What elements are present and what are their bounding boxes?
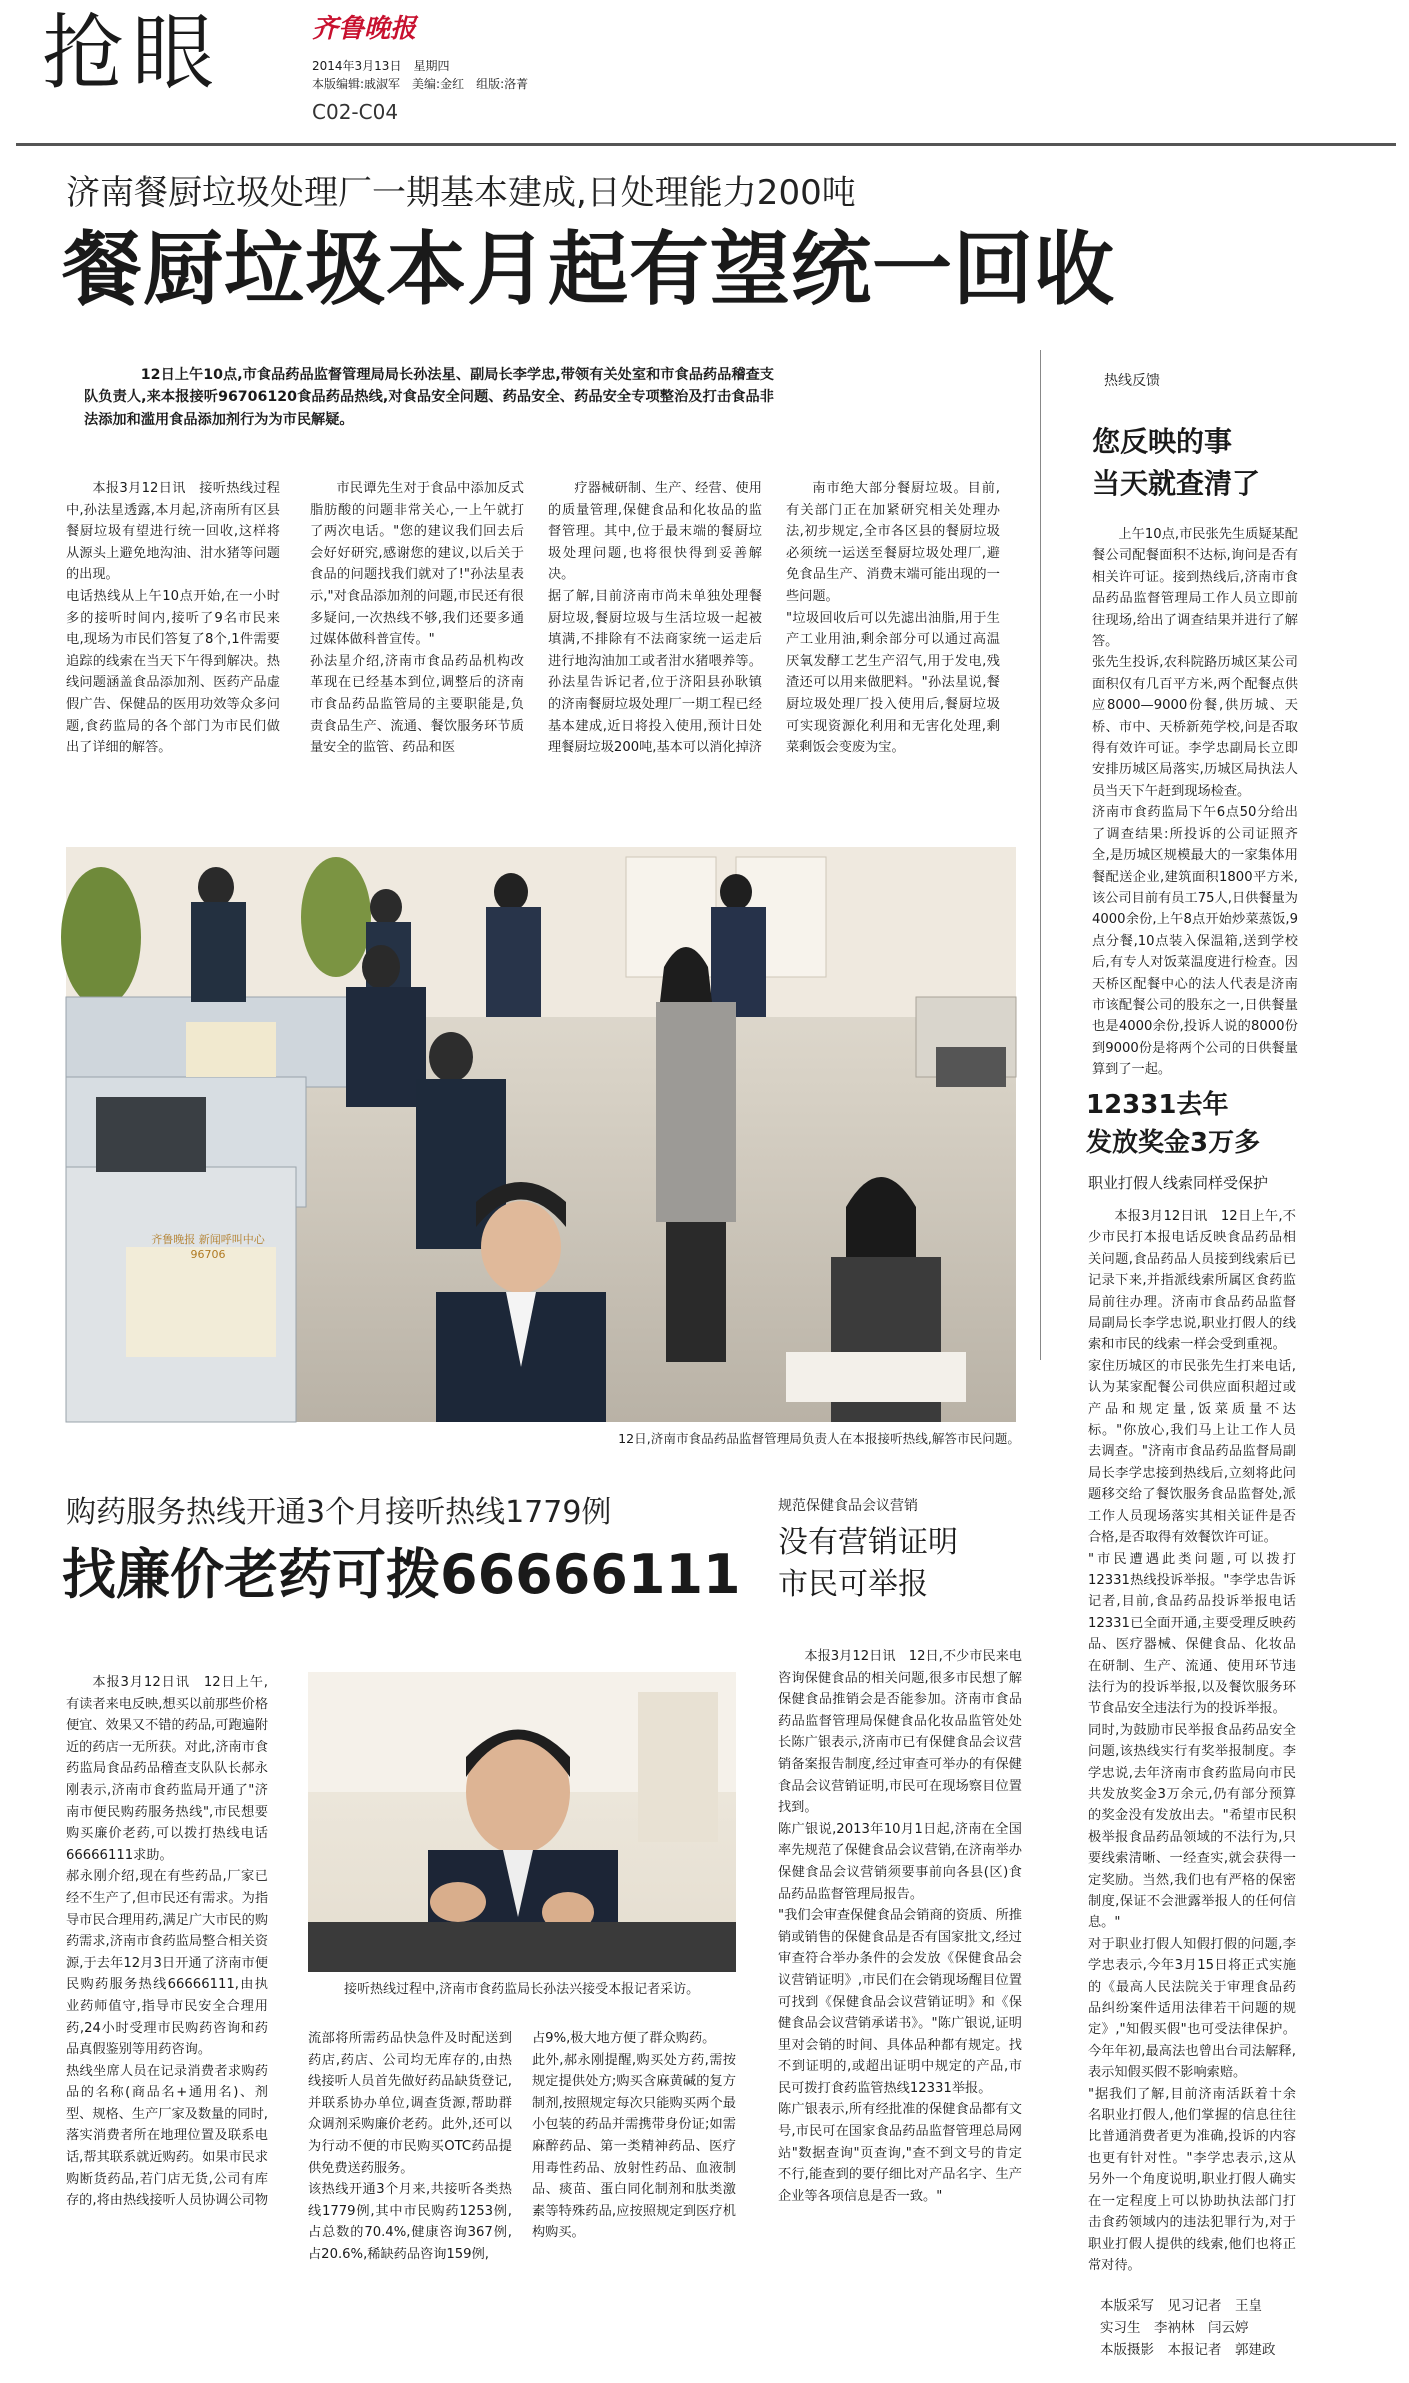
bottom-mid-column-b [532,2028,736,2360]
bottom-mid-text-b: 占9%,极大地方便了群众购药。 此外,郝永刚提醒,购买处方药,需按规定提供处方;购买含麻黄碱的复方制剂,按照规定每次只能购买两个最小包装的药品并需携带身份证;如需麻醉药品、第一类精神药品、医疗用毒性药品、放射性药品、血液制品、痰苗、蛋白同化制剂和肽类激素等特殊药品,应按照规定到医疗机构购买。 [532,2031,736,2241]
main-column-3-text: 疗器械研制、生产、经营、使用的质量管理,保健食品和化妆品的监督管理。其中,位于最末端的餐厨垃圾处理问题,也将很快得到妥善解决。 据了解,目前济南市尚未单独处理餐厨垃圾,餐厨垃圾与生活垃圾一起被填满,不排除有不法商家统一运走后进行地沟油加工或者泔水猪喂养等。孙法星告诉记者,位于济阳县孙耿镇的济南餐厨垃圾处理厂一期工程已经基本建成,近日将投入使用,预计日处理餐厨垃圾200吨,基本可以消化掉济 [548,481,762,756]
sidebar-story2-headline-1: 12331去年 [1086,1090,1229,1120]
main-column-1 [66,478,280,850]
sidebar-story1-text: 上午10点,市民张先生质疑某配餐公司配餐面积不达标,询问是否有相关许可证。接到热线后,济南市食品药品监督管理局工作人员立即前往现场,给出了调查结果并进行了解答。 张先生投诉,农科院路历城区某公司面积仅有几百平方米,两个配餐点供应8000—9000份餐,供历城、天桥、市中、天桥新苑学校,问是否取得有效许可证。李学忠副局长立即安排历城区局落实,历城区局执法人员当天下午赶到现场检查。 济南市食药监局下午6点50分给出了调查结果:所投诉的公司证照齐全,是历城区规模最大的一家集体用餐配送企业,建筑面积1800平方米,该公司目前有员工75人,日供餐量为4000余份,上午8点开始炒菜蒸饭,9点分餐,10点装入保温箱,送到学校后,有专人对饭菜温度进行检查。因天桥区配餐中心的法人代表是济南市该配餐公司的股东之一,日供餐量也是4000余份,投诉人说的8000份到9000份是将两个公司的日供餐量算到了一起。 [1092,527,1298,1078]
bottom-left-column [66,1672,268,2360]
bottom-side-column [778,1646,1022,2360]
page-range: C02-C04 [312,100,399,124]
credits-line-2: 实习生 李衲林 闫云婷 [1100,2320,1249,2336]
main-column-2-text: 市民谭先生对于食品中添加反式脂肪酸的问题非常关心,一上午就打了两次电话。"您的建议我们回去后会好好研究,感谢您的建议,以后关于食品的问题找我们就对了!"孙法星表示,"对食品添加剂的问题,市民还有很多疑问,一次热线不够,我们还要多通过媒体做科普宣传。" 孙法星介绍,济南市食品药品机构改革现在已经基本到位,调整后的济南市食品药品监管局的主要职能是,负责食品生产、流通、餐饮服务环节质量安全的监管、药品和医 [310,481,524,756]
sidebar-story2-subhead: 职业打假人线索同样受保护 [1088,1174,1269,1192]
bottom-left-text: 本报3月12日讯 12日上午,有读者来电反映,想买以前那些价格便宜、效果又不错的药品,可跑遍附近的药店一无所获。对此,济南市食药监局食品药品稽查支队队长郝永刚表示,济南市食药监局开通了"济南市便民购药服务热线",市民想要购买廉价老药,可以拨打热线电话66666111求助。 郝永刚介绍,现在有些药品,厂家已经不生产了,但市民还有需求。为指导市民合理用药,满足广大市民的购药需求,济南市食药监局整合相关资源,于去年12月3日开通了济南市便民购药服务热线66666111,由执业药师值守,指导市民安全合理用药,24小时受理市民购药咨询和药品真假鉴别等用药咨询。 热线坐席人员在记录消费者求购药品的名称(商品名+通用名)、剂型、规格、生产厂家及数量的同时,落实消费者所在地理位置及联系电话,帮其联系就近购药。如果市民求购断货药品,若门店无货,公司有库存的,将由热线接听人员协调公司物 [66,1675,269,2209]
main-lead: 12日上午10点,市食品药品监督管理局局长孙法星、副局长李学忠,带领有关处室和市食品药品稽查支队负责人,来本报接听96706120食品药品热线,对食品安全问题、药品安全、药品安全专项整治及打击食品非法添加和滥用食品添加剂行为为市民解疑。 [84,367,774,428]
sidebar-story1-headline-1: 您反映的事 [1092,425,1233,458]
bottom-headline: 找廉价老药可拨66666111 [62,1543,741,1606]
main-column-4 [786,478,1000,850]
sidebar-label: 热线反馈 [1100,371,1164,391]
bottom-mid-column-a [308,2028,512,2360]
sidebar-story1-headline-2: 当天就查清了 [1092,467,1261,500]
main-headline: 餐厨垃圾本月起有望统一回收 [62,223,1115,316]
main-column-4-text: 南市绝大部分餐厨垃圾。目前,有关部门正在加紧研究相关处理办法,初步规定,全市各区县的餐厨垃圾必须统一运送至餐厨垃圾处理厂,避免食品生产、消费末端可能出现的一些问题。 "垃圾回收后可以先滤出油脂,用于生产工业用油,剩余部分可以通过高温厌氧发酵工艺生产沼气,用于发电,残渣还可以用来做肥料。"孙法星说,餐厨垃圾处理厂投入使用后,餐厨垃圾可实现资源化利用和无害化处理,剩菜剩饭会变废为宝。 [786,481,1000,756]
header-rule [16,143,1396,146]
sidebar-story2-text: 本报3月12日讯 12日上午,不少市民打本报电话反映食品药品相关问题,食品药品人员接到线索后已记录下来,并指派线索所属区食药监局前往办理。济南市食品药品监督局副局长李学忠说,职业打假人的线索和市民的线索一样会受到重视。 家住历城区的市民张先生打来电话,认为某家配餐公司供应面积超过或产品和规定量,饭菜质量不达标。"你放心,我们马上让工作人员去调查。"济南市食品药品监督局副局长李学忠接到热线后,立刻将此问题移交给了餐饮服务食品监督处,派工作人员现场落实其相关证件是否合格,是否取得有效餐饮许可证。 "市民遭遇此类问题,可以拨打12331热线投诉举报。"李学忠告诉记者,目前,食品药品投诉举报电话12331已全面开通,主要受理反映药品、医疗器械、保健食品、化妆品在研制、生产、流通、使用环节违法行为的投诉举报,以及餐饮服务环节食品安全违法行为的投诉举报。 同时,为鼓励市民举报食品药品安全问题,该热线实行有奖举报制度。李学忠说,去年济南市食药监局向市民共发放奖金3万余元,仍有部分预算的奖金没有发放出去。"希望市民积极举报食品药品领域的不法行为,只要线索清晰、一经查实,就会获得一定奖励。当然,我们也有严格的保密制度,保证不会泄露举报人的任何信息。" 对于职业打假人知假打假的问题,李学忠表示,今年3月15日将正式实施的《最高人民法院关于审理食品药品纠纷案件适用法律若干问题的规定》,"知假买假"也可受法律保护。今年年初,最高法也曾出台司法解释,表示知假买假不影响索赔。 "据我们了解,目前济南活跃着十余名职业打假人,他们掌握的信息往往比普通消费者更为准确,投诉的内容也更有针对性。"李学忠表示,这从另外一个角度说明,职业打假人确实在一定程度上可以协助执法部门打击食药领域内的违法犯罪行为,对于职业打假人提供的线索,他们也将正常对待。 [1088,1209,1296,2273]
main-column-1-text: 本报3月12日讯 接听热线过程中,孙法星透露,本月起,济南所有区县餐厨垃圾有望进行统一回收,这样将从源头上避免地沟油、泔水猪等问题的出现。 电话热线从上午10点开始,在一小时多的接听时间内,接听了9名市民来电,现场为市民们答复了8个,1件需要追踪的线索在当天下午得到解决。热线问题涵盖食品添加剂、医药产品虚假广告、保健品的医用功效等众多问题,食药监局的各个部门为市民们做出了详细的解答。 [66,481,280,756]
photo-caption: 12日,济南市食品药品监督管理局负责人在本报接听热线,解答市民问题。 [618,1431,1020,1446]
interview-photo-scene [308,1672,736,1972]
issue-date: 2014年3月13日 星期四 [312,59,450,73]
sidebar-story2-headline-2: 发放奖金3万多 [1086,1128,1261,1158]
credits-line-1: 本版采写 见习记者 王皇 [1100,2298,1262,2314]
section-title: 抢眼 [42,6,223,101]
interview-photo [308,1672,736,1972]
sidebar-divider [1040,350,1041,1360]
hotline-sign: 齐鲁晚报 新闻呼叫中心 96706 [151,1233,265,1261]
editor-credits: 本版编辑:戚淑军 美编:金红 组版:洛菁 [312,77,529,91]
bottom-side-headline-1: 没有营销证明 [778,1525,958,1560]
main-column-3 [548,478,762,850]
paper-logo: 齐鲁晚报 [312,14,417,44]
sidebar-story2-body [1088,1206,1296,2290]
bottom-side-headline-2: 市民可举报 [778,1567,928,1602]
bottom-mid-text-a: 流部将所需药品快急件及时配送到药店,药店、公司均无库存的,由热线接听人员首先做好药品缺货登记,并联系协办单位,调查货源,帮助群众调剂采购廉价老药。此外,还可以为行动不便的市民购买OTC药品提供免费送药服务。 该热线开通3个月来,共接听各类热线1779例,其中市民购药1253例,占总数的70.4%,健康咨询367例,占20.6%,稀缺药品咨询159例, [308,2031,512,2262]
bottom-side-text: 本报3月12日讯 12日,不少市民来电咨询保健食品的相关问题,很多市民想了解保健食品推销会是否能参加。济南市食品药品监督管理局保健食品化妆品监管处处长陈广银表示,济南市已有保健食品会议营销备案报告制度,经过审查可举办的有保健食品会议营销证明,市民可在现场察目位置找到。 陈广银说,2013年10月1日起,济南在全国率先规范了保健食品会议营销,在济南举办保健食品会议营销须要事前向各县(区)食品药品监督管理局报告。 "我们会审查保健食品会销商的资质、所推销或销售的保健食品是否有国家批文,经过审查符合举办条件的会发放《保健食品会议营销证明》,市民们在会销现场醒目位置可找到《保健食品会议营销证明》和《保健食品会议营销承诺书》。"陈广银说,证明里对会销的时间、具体品种都有规定。找不到证明的,或超出证明中规定的产品,市民可拨打食药监管热线12331举报。 陈广银表示,所有经批准的保健食品都有文号,市民可在国家食品药品监督管理总局网站"数据查询"页查询,"查不到文号的肯定不行,能查到的要仔细比对产品名字、生产企业等各项信息是否一致。" [778,1649,1022,2204]
bottom-side-label: 规范保健食品会议营销 [778,1498,918,1514]
main-kicker: 济南餐厨垃圾处理厂一期基本建成,日处理能力200吨 [66,173,856,213]
hotline-photo-scene [66,847,1016,1422]
hotline-photo [66,847,1016,1422]
sidebar-story1-body [1092,524,1298,1078]
credits-line-3: 本版摄影 本报记者 郭建政 [1100,2342,1276,2358]
bottom-kicker: 购药服务热线开通3个月接听热线1779例 [66,1495,612,1530]
main-column-2 [310,478,524,850]
interview-caption: 接听热线过程中,济南市食药监局长孙法兴接受本报记者采访。 [344,1982,700,1997]
